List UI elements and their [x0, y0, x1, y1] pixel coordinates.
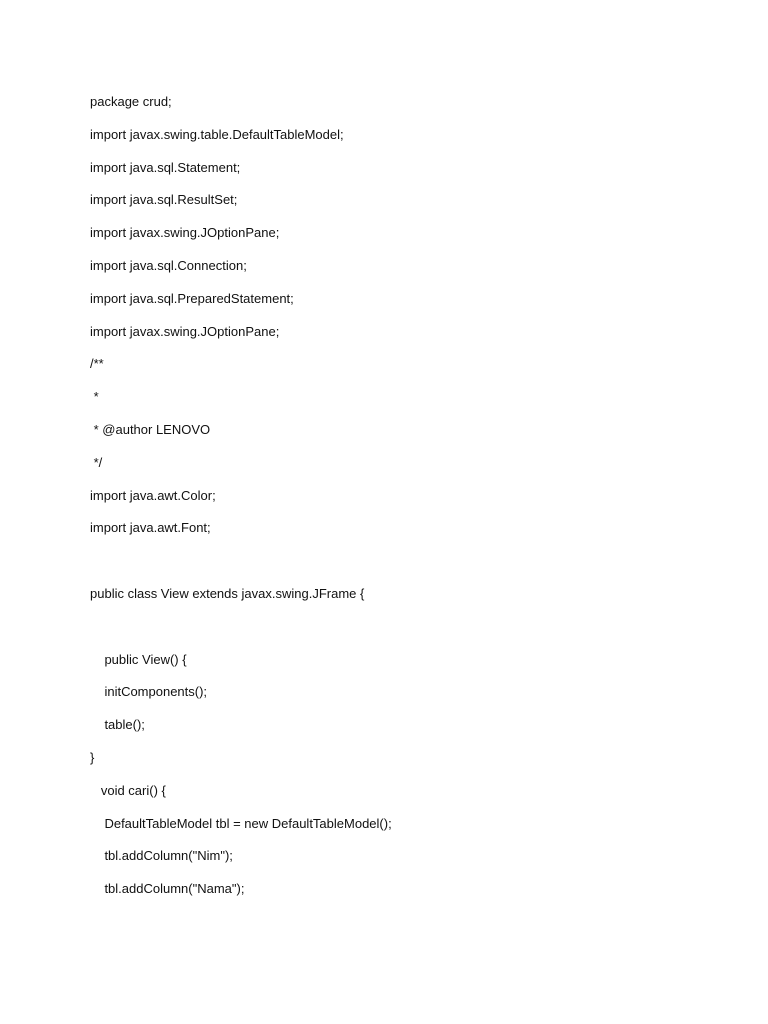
- code-line: *: [90, 389, 99, 405]
- code-line: import javax.swing.table.DefaultTableModel;: [90, 126, 344, 142]
- code-line: import java.sql.Connection;: [90, 257, 247, 273]
- code-line: import java.sql.Statement;: [90, 159, 241, 175]
- code-line: import java.sql.PreparedStatement;: [90, 290, 294, 306]
- code-line: }: [90, 749, 95, 765]
- code-line: import javax.swing.JOptionPane;: [90, 323, 280, 339]
- code-line: import java.sql.ResultSet;: [90, 192, 238, 208]
- code-line: table();: [90, 717, 145, 733]
- code-body: [90, 92, 730, 912]
- code-line: import java.awt.Font;: [90, 520, 211, 536]
- code-line: [90, 551, 730, 584]
- code-line: void cari() {: [90, 782, 166, 798]
- code-line: [90, 617, 730, 650]
- code-line: initComponents();: [90, 684, 208, 700]
- code-line: tbl.addColumn("Nama");: [90, 881, 245, 897]
- code-line: import java.awt.Color;: [90, 487, 216, 503]
- code-line: tbl.addColumn("Nim");: [90, 848, 233, 864]
- code-line: * @author LENOVO: [90, 421, 211, 437]
- code-line: import javax.swing.JOptionPane;: [90, 225, 280, 241]
- code-line: public View() {: [90, 651, 187, 667]
- code-line: public class View extends javax.swing.JFrame {: [90, 585, 365, 601]
- code-line: DefaultTableModel tbl = new DefaultTableModel();: [90, 815, 392, 831]
- code-line: */: [90, 454, 103, 470]
- code-line: package crud;: [90, 94, 172, 109]
- code-line: /**: [90, 356, 104, 372]
